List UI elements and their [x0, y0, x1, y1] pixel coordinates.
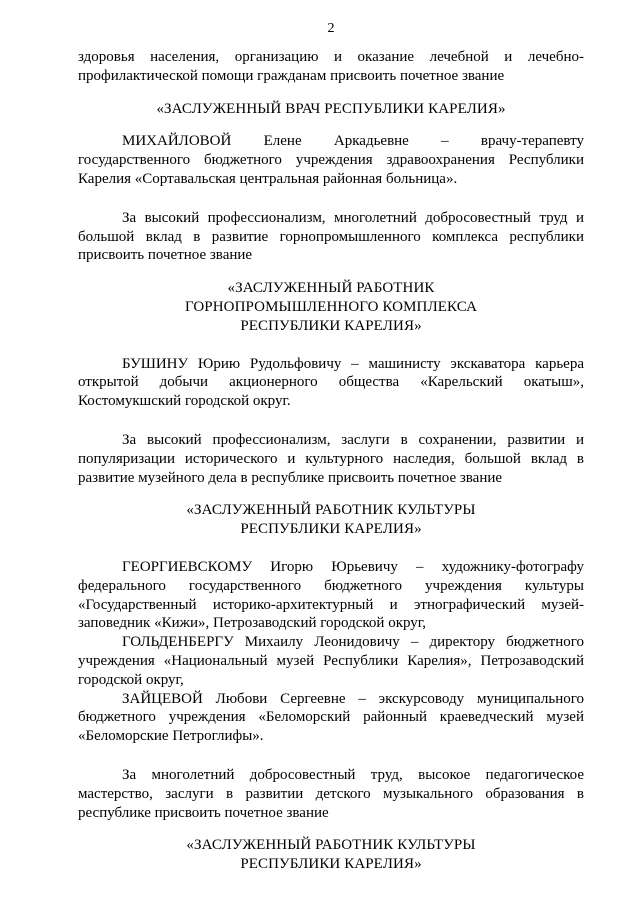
- awardee-goldenberg: ГОЛЬДЕНБЕРГУ Михаилу Леонидовичу – директору бюджетного учреждения «Национальный музей Республики Карелия», Петрозаводский городской округ,: [78, 634, 584, 688]
- awardee-mikhailova: МИХАЙЛОВОЙ Елене Аркадьевне – врачу-терапевту государственного бюджетного учреждения здравоохранения Республики Карелия «Сортавальская центральная районная больница».: [78, 133, 584, 187]
- award-title-line: ГОРНОПРОМЫШЛЕННОГО КОМПЛЕКСА: [184, 298, 478, 315]
- award-title-line: РЕСПУБЛИКИ КАРЕЛИЯ»: [240, 521, 422, 538]
- section-intro-music-education: За многолетний добросовестный труд, высокое педагогическое мастерство, заслуги в развитии детского музыкального образования в республике присвоить почетное звание: [78, 766, 584, 821]
- section-intro-mining: За высокий профессионализм, многолетний добросовестный труд и большой вклад в развитие горнопромышленного комплекса республики присвоить почетное звание: [78, 209, 584, 264]
- award-title-doctor: [78, 100, 584, 119]
- intro-continuation: здоровья населения, организацию и оказание лечебной и лечебно-профилактической помощи гражданам присвоить почетное звание: [78, 49, 584, 84]
- award-title-mining: [78, 279, 584, 335]
- award-title-line: «ЗАСЛУЖЕННЫЙ РАБОТНИК КУЛЬТУРЫ: [186, 502, 476, 519]
- award-title-line: «ЗАСЛУЖЕННЫЙ РАБОТНИК: [227, 280, 435, 297]
- page-number: 2: [327, 21, 335, 36]
- award-title-culture: [78, 501, 584, 539]
- award-title-line: «ЗАСЛУЖЕННЫЙ ВРАЧ РЕСПУБЛИКИ КАРЕЛИЯ»: [156, 100, 506, 117]
- section-intro-museum: За высокий профессионализм, заслуги в сохранении, развитии и популяризации исторического и культурного наследия, большой вклад в развитие музейного дела в республике присвоить почетное звание: [78, 431, 584, 486]
- award-title-line: РЕСПУБЛИКИ КАРЕЛИЯ»: [240, 856, 422, 873]
- awardee-bushin: БУШИНУ Юрию Рудольфовичу – машинисту экскаватора карьера открытой добычи акционерного общества «Карельский окатыш», Костомукшский городской округ.: [78, 355, 584, 410]
- award-title-line: РЕСПУБЛИКИ КАРЕЛИЯ»: [240, 317, 422, 334]
- award-title-culture-2: [78, 836, 584, 874]
- awardee-georgievsky: ГЕОРГИЕВСКОМУ Игорю Юрьевичу – художнику-фотографу федерального государственного бюджетного учреждения культуры «Государственный историко-архитектурный и этнографический музей-заповедник «Кижи», Петрозаводский городской округ,: [78, 558, 584, 632]
- document-page: [78, 20, 584, 874]
- award-title-line: «ЗАСЛУЖЕННЫЙ РАБОТНИК КУЛЬТУРЫ: [186, 837, 476, 854]
- awardee-zaytseva: ЗАЙЦЕВОЙ Любови Сергеевне – экскурсоводу муниципального бюджетного учреждения «Беломорский районный краеведческий музей «Беломорские Петроглифы».: [78, 690, 584, 745]
